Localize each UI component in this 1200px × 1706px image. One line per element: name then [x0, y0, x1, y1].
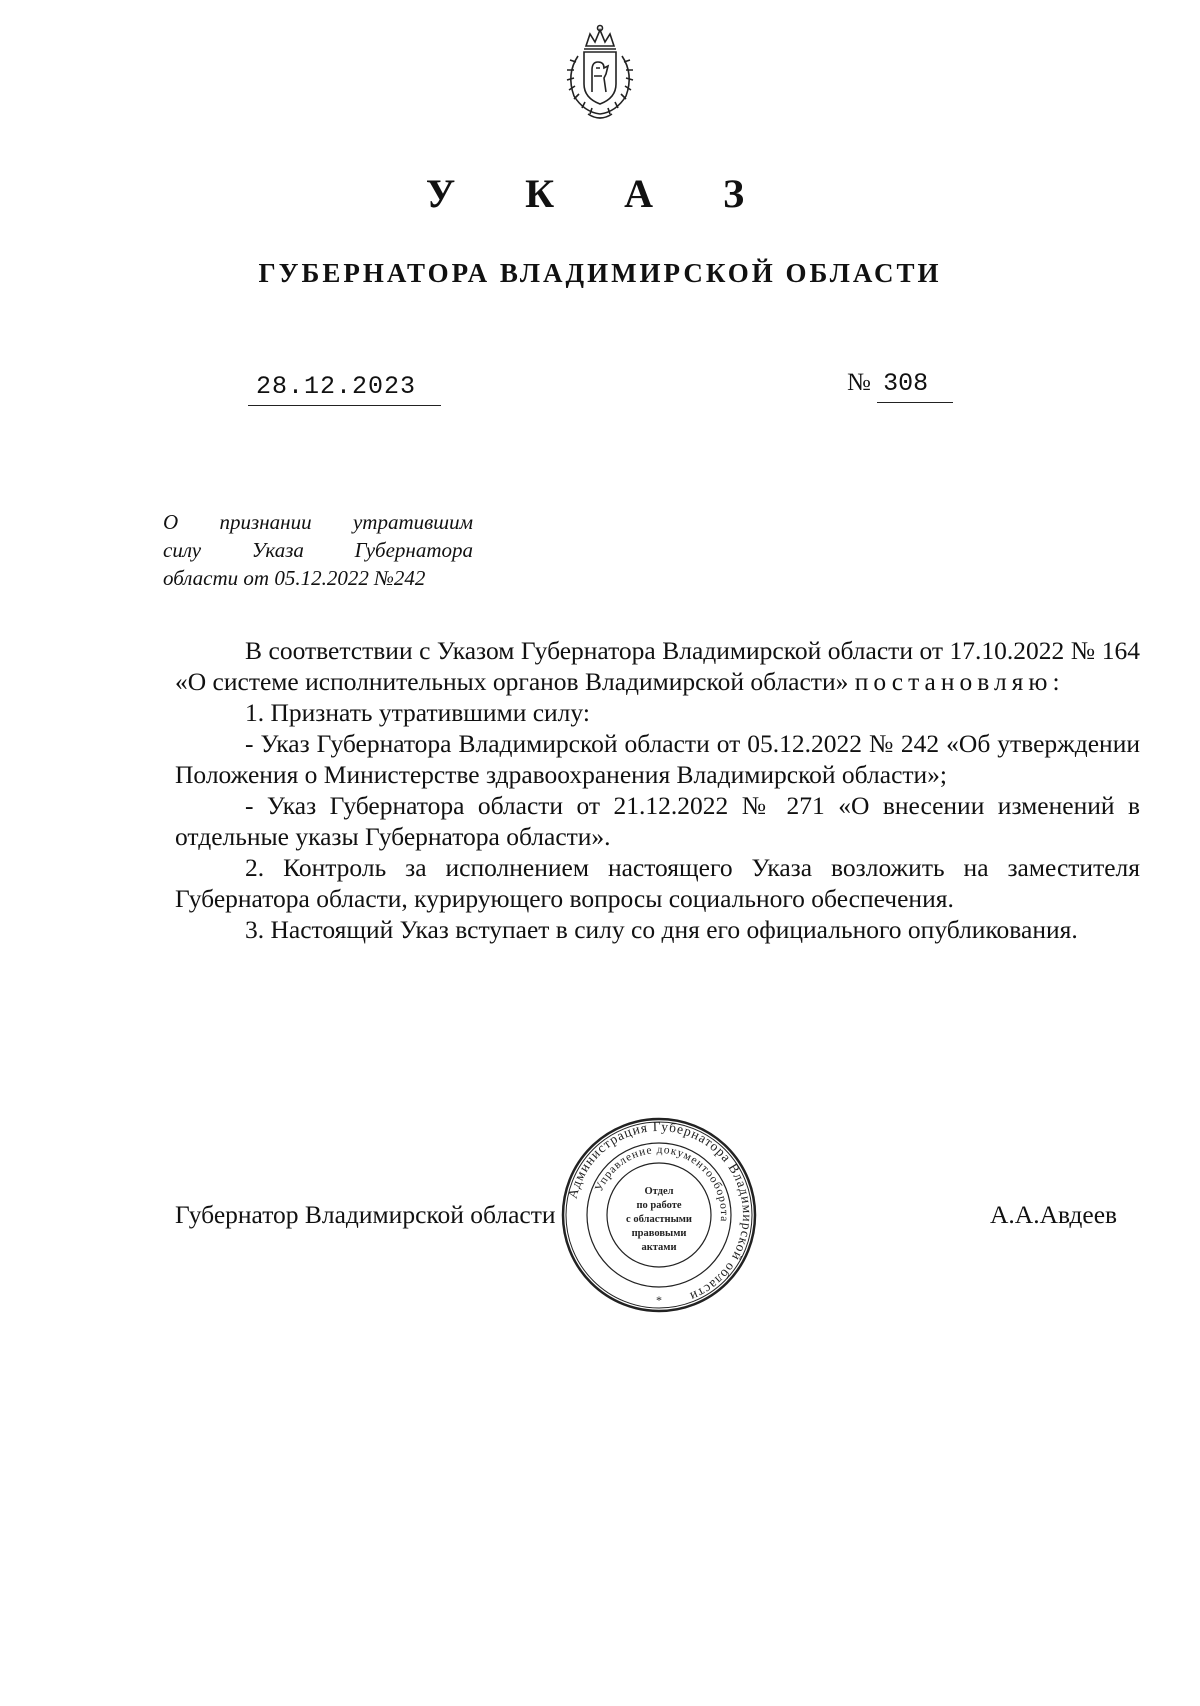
item-1-subitem-b: - Указ Губернатора области от 21.12.2022 № 271 «О внесении изменений в отдельные указы Губернатора области». [175, 791, 1140, 851]
official-stamp [560, 1116, 758, 1314]
item-1: 1. Признать утратившими силу: [245, 698, 590, 727]
stamp-center-line: с областными [626, 1214, 692, 1225]
number-label: № [847, 369, 871, 396]
stamp-center-line: правовыми [631, 1228, 687, 1239]
document-issuer: ГУБЕРНАТОРА ВЛАДИМИРСКОЙ ОБЛАСТИ [258, 258, 942, 288]
item-1-subitem-a: - Указ Губернатора Владимирской области от 05.12.2022 № 242 «Об утверждении Положения о Министерстве здравоохранения Владимирской области»; [175, 729, 1140, 789]
stamp-center-line: актами [641, 1242, 677, 1253]
signatory-position: Губернатор Владимирской области [175, 1200, 556, 1229]
decree-word: постановляю: [854, 667, 1065, 696]
stamp-center-line: по работе [636, 1200, 682, 1211]
preamble-text: В соответствии с Указом Губернатора Владимирской области от 17.10.2022 № 164 «О системе исполнительных органов Владимирской области» [175, 636, 1140, 696]
subject-line: О признании утратившим [163, 510, 473, 534]
signatory-name: А.А.Авдеев [990, 1200, 1118, 1229]
subject-line: силу Указа Губернатора [163, 538, 473, 562]
subject-line: области от 05.12.2022 №242 [163, 566, 426, 590]
stamp-center-line: Отдел [644, 1186, 674, 1197]
item-2: 2. Контроль за исполнением настоящего Указа возложить на заместителя Губернатора области, курирующего вопросы социального обеспечения. [175, 853, 1140, 913]
stamp-star-icon: * [656, 1293, 662, 1307]
stamp-outer-text: Администрация Губернатора Владимирской области [564, 1118, 756, 1305]
document-subject [163, 508, 473, 592]
document-title: У К А З [425, 171, 775, 216]
preamble-paragraph [175, 635, 1140, 697]
item-3: 3. Настоящий Указ вступает в силу со дня его официального опубликования. [245, 915, 1078, 944]
document-number-block [847, 369, 953, 403]
document-body [175, 635, 1140, 945]
stamp-inner-text: Управление документооборота [593, 1143, 731, 1223]
coat-of-arms-emblem [548, 22, 652, 126]
document-date: 28.12.2023 [248, 372, 441, 406]
document-number: 308 [877, 369, 953, 403]
